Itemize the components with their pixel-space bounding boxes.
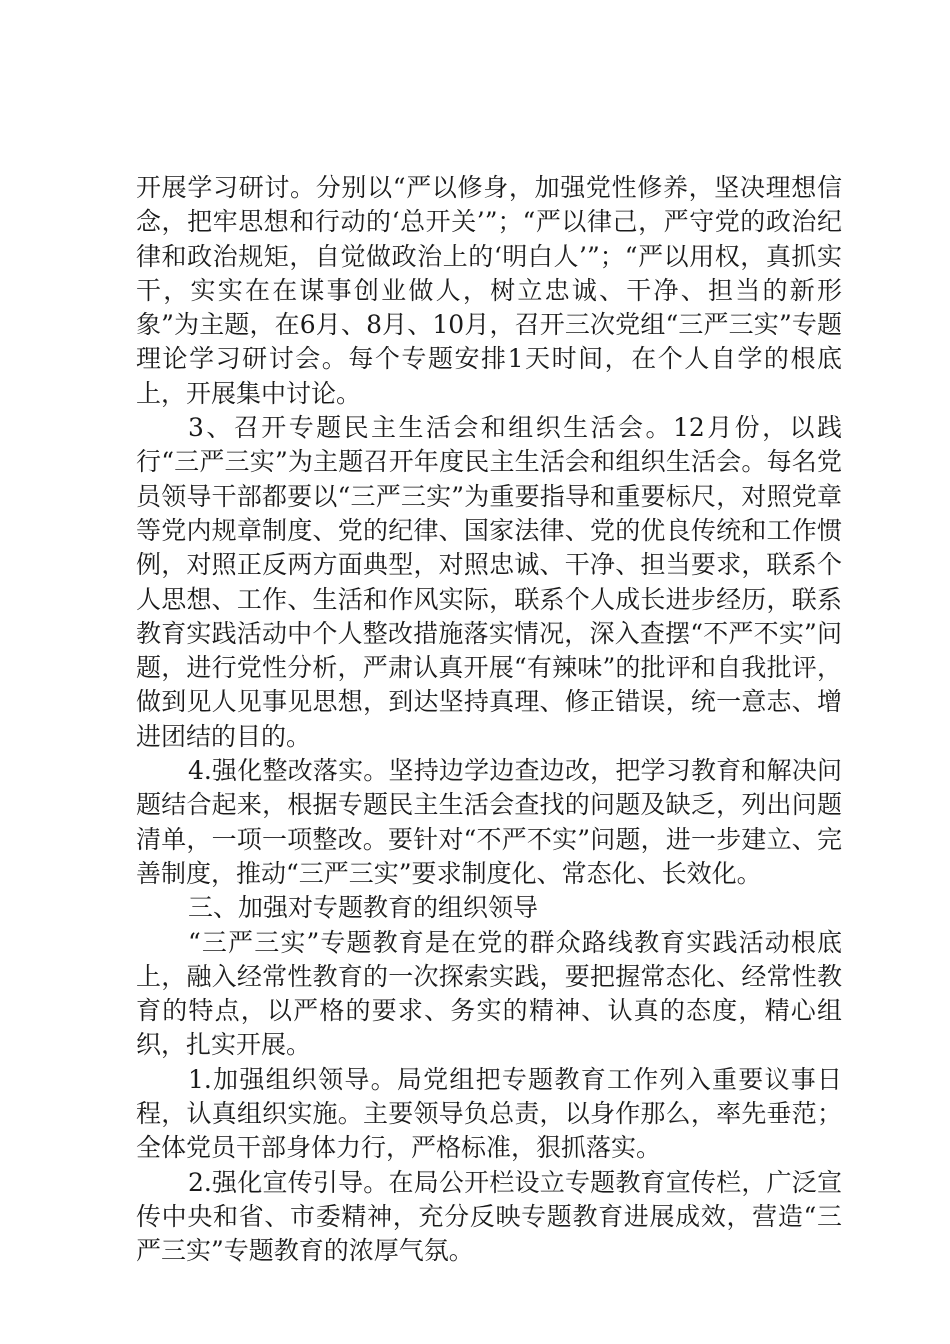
document-body [136,171,842,1269]
paragraph-study-seminar: 开展学习研讨。分别以“严以修身，加强党性修养，坚决理想信念，把牢思想和行动的‘总开关’”；“严以律己，严守党的政治纪律和政治规矩，自觉做政治上的‘明白人’”；“严以用权，真抓实干，实实在在谋事创业做人，树立忠诚、干净、担当的新形象”为主题，在6月、8月、10月，召开三次党组“三严三实”专题理论学习研讨会。每个专题安排1天时间，在个人自学的根底上，开展集中讨论。 [136,173,842,408]
paragraph-democratic-life-meeting: 3、召开专题民主生活会和组织生活会。12月份，以践行“三严三实”为主题召开年度民主生活会和组织生活会。每名党员领导干部都要以“三严三实”为重要指导和重要标尺，对照党章等党内规章制度、党的纪律、国家法律、党的优良传统和工作惯例，对照正反两方面典型，对照忠诚、干净、担当要求，联系个人思想、工作、生活和作风实际，联系个人成长进步经历，联系教育实践活动中个人整改措施落实情况，深入查摆“不严不实”问题，进行党性分析，严肃认真开展“有辣味”的批评和自我批评，做到见人见事见思想，到达坚持真理、修正错误，统一意志、增进团结的目的。 [136,413,842,751]
paragraph-rectification: 4.强化整改落实。坚持边学边查边改，把学习教育和解决问题结合起来，根据专题民主生活会查找的问题及缺乏，列出问题清单，一项一项整改。要针对“不严不实”问题，进一步建立、完善制度，推动“三严三实”要求制度化、常态化、长效化。 [136,756,842,888]
paragraph-leadership: 1.加强组织领导。局党组把专题教育工作列入重要议事日程，认真组织实施。主要领导负总责，以身作那么，率先垂范；全体党员干部身体力行，严格标准，狠抓落实。 [136,1064,842,1163]
paragraph-section-intro: “三严三实”专题教育是在党的群众路线教育实践活动根底上，融入经常性教育的一次探索实践，要把握常态化、经常性教育的特点，以严格的要求、务实的精神、认真的态度，精心组织，扎实开展。 [136,927,842,1060]
paragraph-publicity: 2.强化宣传引导。在局公开栏设立专题教育宣传栏，广泛宣传中央和省、市委精神，充分反映专题教育进展成效，营造“三严三实”专题教育的浓厚气氛。 [136,1167,842,1266]
section-heading-organization: 三、加强对专题教育的组织领导 [188,893,539,923]
